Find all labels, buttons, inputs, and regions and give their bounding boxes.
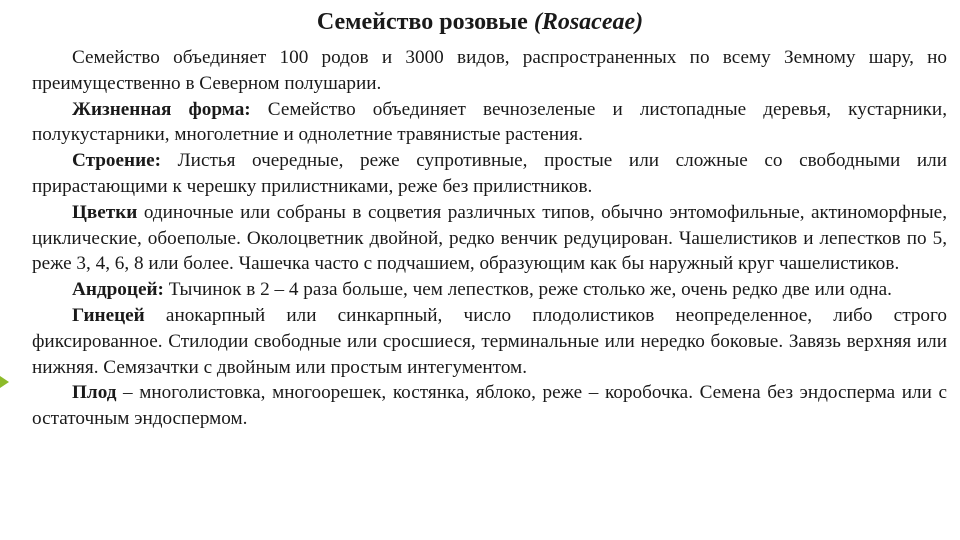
paragraph-text: Тычинок в 2 – 4 раза больше, чем лепестков, реже столько же, очень редко две или одна. <box>163 279 892 301</box>
paragraph-life-form <box>32 97 947 149</box>
arrow-marker-icon <box>0 376 9 388</box>
paragraph-text: Семейство объединяет вечнозеленые и листопадные деревья, кустарники, полукустарники, многолетние и однолетние травянистые растения. <box>32 98 948 146</box>
paragraph-flowers <box>32 200 947 277</box>
slide-body <box>32 45 947 432</box>
title-latin: (Rosaceae) <box>533 9 644 35</box>
paragraph-intro <box>32 45 947 97</box>
title-main: Семейство розовые <box>316 9 534 35</box>
paragraph-fruit <box>32 380 947 432</box>
paragraph-text: одиночные или собраны в соцветия различных типов, обычно энтомофильные, актиноморфные, циклические, обоеполые. Околоцветник двойной, редко венчик редуцирован. Чашелистиков и лепестков по 5, реже 3, 4, 6, 8 или более. Чашечка часто с подчашием, образующим как бы наружный круг чашелистиков. <box>32 201 947 275</box>
slide-title <box>0 6 960 38</box>
paragraph-text: Семейство объединяет 100 родов и 3000 видов, распространенных по всему Земному шару, но преимущественно в Северном полушарии. <box>32 47 947 94</box>
paragraph-androecium <box>32 277 947 303</box>
paragraph-term: Цветки <box>72 201 138 223</box>
paragraph-structure <box>32 148 947 200</box>
paragraph-gynoecium <box>32 303 947 380</box>
paragraph-text: Листья очередные, реже супротивные, простые или сложные со свободными или прирастающими к черешку прилистниками, реже без прилистников. <box>32 150 947 197</box>
paragraph-term: Плод <box>72 382 117 404</box>
paragraph-term: Андроцей: <box>72 279 164 301</box>
paragraph-text: анокарпный или синкарпный, число плодолистиков неопределенное, либо строго фиксированное. Стилодии свободные или сросшиеся, терминальные или нередко боковые. Завязь верхняя или нижняя. Семязачтки с двойным или простым интегументом. <box>32 304 947 378</box>
paragraph-term: Строение: <box>72 150 162 172</box>
paragraph-term: Гинецей <box>72 304 145 326</box>
paragraph-term: Жизненная форма: <box>72 98 251 120</box>
paragraph-text: – многолистовка, многоорешек, костянка, яблоко, реже – коробочка. Семена без эндосперма или с остаточным эндоспермом. <box>32 382 947 430</box>
